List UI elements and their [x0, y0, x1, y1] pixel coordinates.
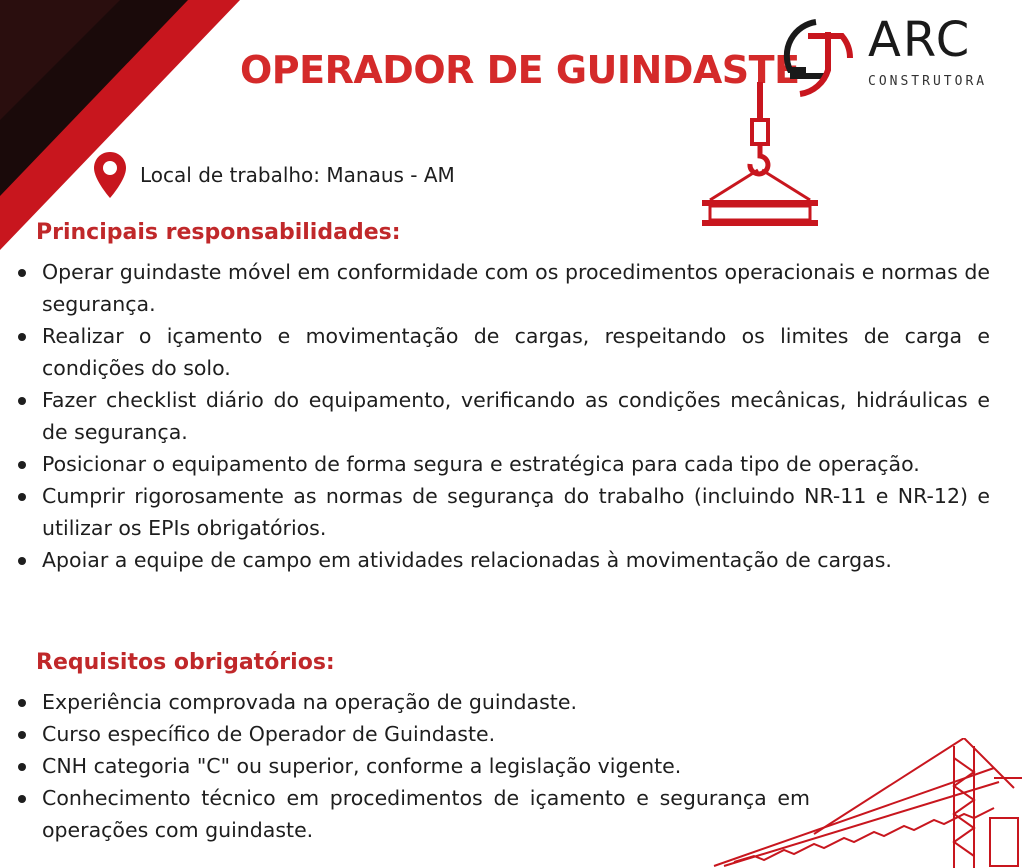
list-item: Operar guindaste móvel em conformidade com os procedimentos operacionais e normas de segurança.	[14, 256, 990, 320]
location-pin-icon	[92, 150, 128, 200]
list-item: Experiência comprovada na operação de guindaste.	[14, 686, 810, 718]
crane-hook-icon	[690, 82, 830, 232]
list-item: Posicionar o equipamento de forma segura e estratégica para cada tipo de operação.	[14, 448, 990, 480]
logo-name: ARC	[868, 12, 972, 68]
responsibilities-title: Principais responsabilidades:	[36, 220, 401, 245]
list-item: Curso específico de Operador de Guindaste.	[14, 718, 810, 750]
tower-crane-icon	[694, 738, 1024, 868]
list-item: Realizar o içamento e movimentação de cargas, respeitando os limites de carga e condições do solo.	[14, 320, 990, 384]
corner-decoration	[0, 0, 240, 250]
list-item: Conhecimento técnico em procedimentos de içamento e segurança em operações com guindaste.	[14, 782, 810, 846]
logo-subtitle: CONSTRUTORA	[868, 74, 988, 89]
page-title: OPERADOR DE GUINDASTE	[240, 48, 800, 92]
list-item: Apoiar a equipe de campo em atividades relacionadas à movimentação de cargas.	[14, 544, 990, 576]
location-text: Local de trabalho: Manaus - AM	[140, 163, 455, 187]
list-item: Cumprir rigorosamente as normas de segurança do trabalho (incluindo NR-11 e NR-12) e utilizar os EPIs obrigatórios.	[14, 480, 990, 544]
requirements-list	[14, 686, 810, 846]
requirements-title: Requisitos obrigatórios:	[36, 650, 335, 675]
responsibilities-list	[14, 256, 990, 576]
work-location	[92, 150, 455, 200]
list-item: Fazer checklist diário do equipamento, verificando as condições mecânicas, hidráulicas e de segurança.	[14, 384, 990, 448]
list-item: CNH categoria "C" ou superior, conforme a legislação vigente.	[14, 750, 810, 782]
